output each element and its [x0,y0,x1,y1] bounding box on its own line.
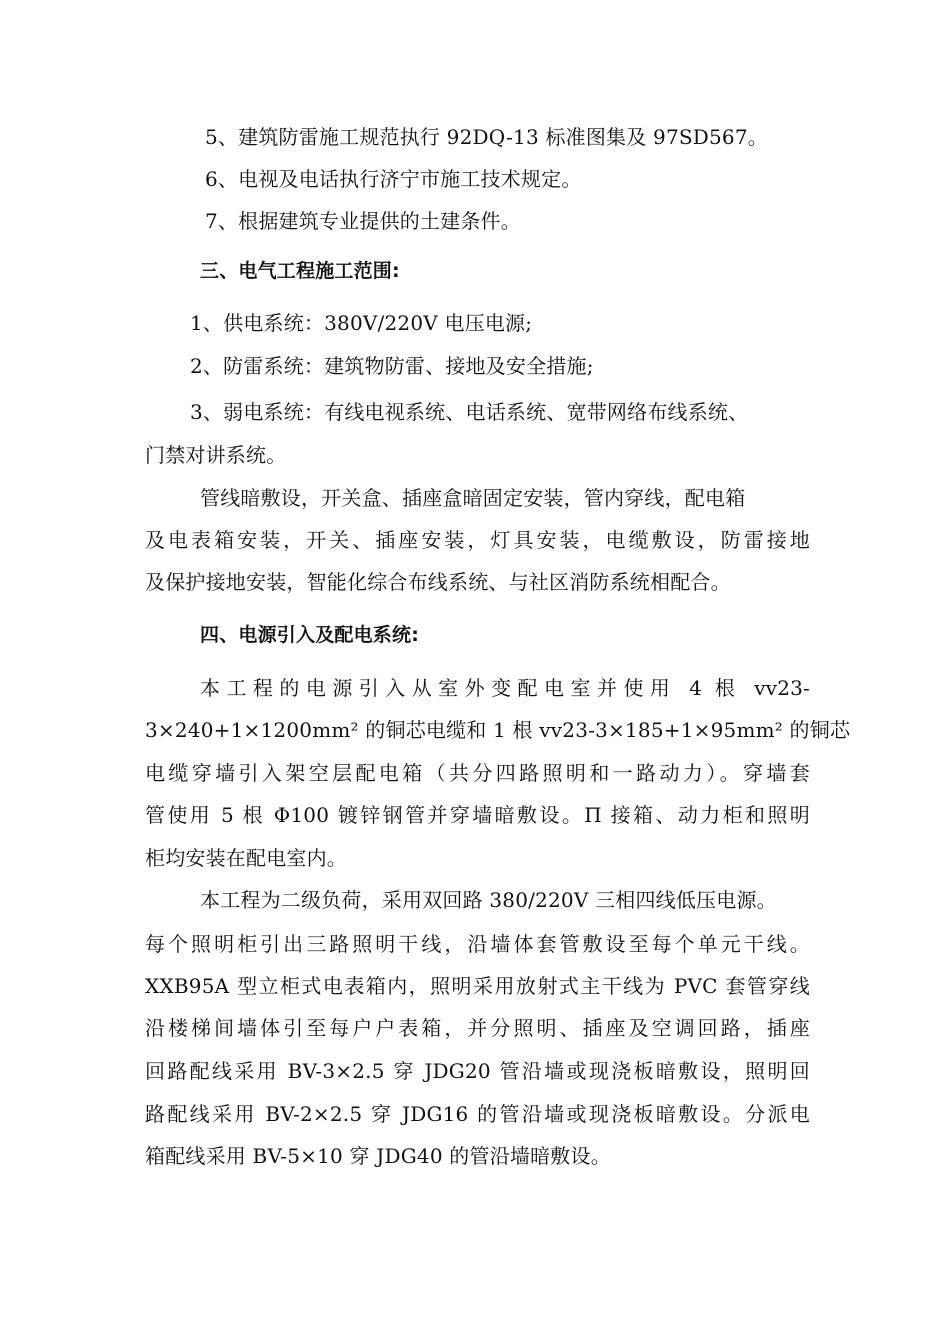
scope-item-2: 2、防雷系统：建筑物防雷、接地及安全措施; [190,354,594,378]
scope-item-3: 3、弱电系统：有线电视系统、电话系统、宽带网络布线系统、 [190,400,749,424]
power-paragraph-line-4: 管使用 5 根 Φ100 镀锌钢管并穿墙暗敷设。Π 接箱、动力柜和照明 [145,803,810,827]
clause-6: 6、电视及电话执行济宁市施工技术规定。 [205,167,582,191]
load-paragraph-line-3: XXB95A 型立柜式电表箱内，照明采用放射式主干线为 PVC 套管穿线 [145,974,810,998]
load-paragraph-line-2: 每个照明柜引出三路照明干线，沿墙体套管敷设至每个单元干线。 [145,932,810,956]
clause-7: 7、根据建筑专业提供的土建条件。 [205,209,521,233]
load-paragraph-line-7: 箱配线采用 BV-5×10 穿 JDG40 的管沿墙暗敷设。 [145,1144,611,1168]
load-paragraph-line-6: 路配线采用 BV-2×2.5 穿 JDG16 的管沿墙或现浇板暗敷设。分派电 [145,1102,810,1126]
clause-5: 5、建筑防雷施工规范执行 92DQ-13 标准图集及 97SD567。 [205,125,768,149]
power-paragraph-line-3: 电缆穿墙引入架空层配电箱（共分四路照明和一路动力）。穿墙套 [145,761,810,785]
section-heading-4: 四、电源引入及配电系统: [200,624,419,646]
power-paragraph-line-5: 柜均安装在配电室内。 [145,846,347,870]
section-heading-3: 三、电气工程施工范围: [200,260,400,282]
scope-item-1: 1、供电系统：380V/220V 电压电源; [190,311,533,335]
power-paragraph-line-2: 3×240+1×1200mm² 的铜芯电缆和 1 根 vv23-3×185+1×95mm² 的铜芯 [145,718,851,742]
load-paragraph-line-4: 沿楼梯间墙体引至每户户表箱，并分照明、插座及空调回路，插座 [145,1016,810,1040]
load-paragraph-line-1: 本工程为二级负荷，采用双回路 380/220V 三相四线低压电源。 [200,888,777,912]
scope-paragraph-line-2: 及电表箱安装，开关、插座安装，灯具安装，电缆敷设，防雷接地 [145,528,810,552]
power-paragraph-line-1: 本工程的电源引入从室外变配电室并使用 4 根 vv23- [200,676,810,700]
scope-paragraph-line-1: 管线暗敷设，开关盒、插座盒暗固定安装，管内穿线，配电箱 [200,486,746,510]
scope-item-3-continued: 门禁对讲系统。 [145,443,287,467]
scope-paragraph-line-3: 及保护接地安装，智能化综合布线系统、与社区消防系统相配合。 [145,570,731,594]
load-paragraph-line-5: 回路配线采用 BV-3×2.5 穿 JDG20 管沿墙或现浇板暗敷设，照明回 [145,1059,810,1083]
